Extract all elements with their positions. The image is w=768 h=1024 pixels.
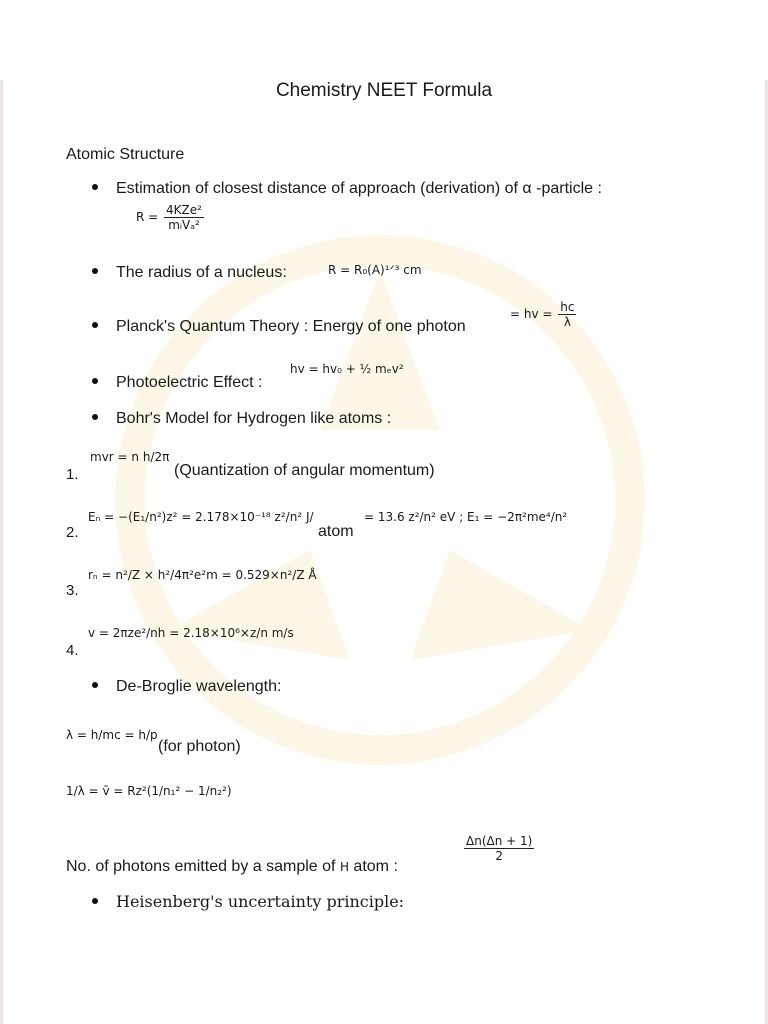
bullet-text: Estimation of closest distance of approach (derivation) of α -particle : — [116, 180, 602, 197]
note-for-photon: (for photon) — [158, 738, 241, 755]
fraction-numerator: 4KZe² — [166, 203, 202, 217]
bullet-text: Bohr's Model for Hydrogen like atoms : — [116, 410, 392, 427]
bullet-marker — [92, 322, 98, 328]
formula-fraction — [164, 203, 204, 232]
formula-lhs: R = — [136, 210, 159, 224]
fraction-denominator: mᵢVₐ² — [168, 218, 200, 232]
bullet-text: The radius of a nucleus: — [116, 264, 287, 281]
formula-de-broglie: λ = h/mc = h/p — [66, 728, 158, 742]
bullet-de-broglie — [92, 678, 281, 696]
formula-energy-level: Eₙ = −(E₁/n²)z² = 2.178×10⁻¹⁸ z²/n² J/ — [88, 510, 314, 524]
formula-closest-approach — [136, 203, 206, 232]
bullet-text: De-Broglie wavelength: — [116, 678, 282, 695]
bullet-marker — [92, 414, 98, 420]
bullet-photoelectric — [92, 374, 262, 392]
formula-velocity: v = 2πze²/nh = 2.18×10⁶×z/n m/s — [88, 626, 294, 640]
bullet-bohr-model — [92, 410, 391, 428]
section-heading: Atomic Structure — [66, 146, 185, 163]
formula-fraction — [464, 834, 534, 863]
formula-lhs: = hv = — [510, 307, 553, 321]
formula-nucleus-radius: R = R₀(A)¹ᐟ³ cm — [328, 263, 422, 277]
fraction-denominator: λ — [563, 315, 571, 329]
fraction-numerator: Δn(Δn + 1) — [466, 834, 533, 848]
bullet-marker — [92, 898, 98, 904]
photons-atom-label: atom : — [353, 858, 398, 875]
formula-energy-ev: = 13.6 z²/n² eV ; E₁ = −2π²me⁴/n² — [364, 510, 568, 524]
note-angular-momentum: (Quantization of angular momentum) — [174, 462, 435, 479]
formula-orbit-radius: rₙ = n²/Z × h²/4π²e²m = 0.529×n²/Z Å — [88, 568, 317, 582]
item-number-3: 3. — [66, 582, 79, 599]
item-number-4: 4. — [66, 642, 79, 659]
bullet-marker — [92, 184, 98, 190]
bullet-marker — [92, 268, 98, 274]
formula-planck — [510, 300, 578, 329]
item-number-1: 1. — [66, 466, 79, 483]
fraction-numerator: hc — [560, 300, 575, 314]
formula-angular-momentum: mvr = n h/2π — [90, 450, 170, 464]
bullet-text: Planck's Quantum Theory : Energy of one photon — [116, 318, 466, 335]
bullet-text: Photoelectric Effect : — [116, 374, 263, 391]
formula-fraction — [558, 300, 576, 329]
formula-photons-count — [462, 834, 536, 863]
bullet-marker — [92, 682, 98, 688]
bullet-nucleus-radius — [92, 264, 287, 282]
fraction-denominator: 2 — [495, 849, 503, 863]
photons-statement — [66, 858, 398, 876]
hydrogen-symbol: H — [339, 860, 349, 874]
page-edge-left — [0, 80, 3, 1024]
bullet-closest-approach — [92, 180, 602, 198]
bullet-marker — [92, 378, 98, 384]
bullet-heisenberg — [92, 892, 404, 911]
photons-text: No. of photons emitted by a sample of — [66, 858, 336, 875]
formula-rydberg: 1/λ = v̄ = Rz²(1/n₁² − 1/n₂²) — [66, 784, 232, 798]
energy-unit-atom: atom — [318, 523, 354, 540]
bullet-planck — [92, 318, 466, 336]
bullet-text: Heisenberg's uncertainty principle: — [116, 892, 405, 911]
item-number-2: 2. — [66, 524, 79, 541]
page-title: Chemistry NEET Formula — [275, 80, 493, 101]
formula-photoelectric: hv = hv₀ + ½ mₑv² — [290, 362, 404, 376]
